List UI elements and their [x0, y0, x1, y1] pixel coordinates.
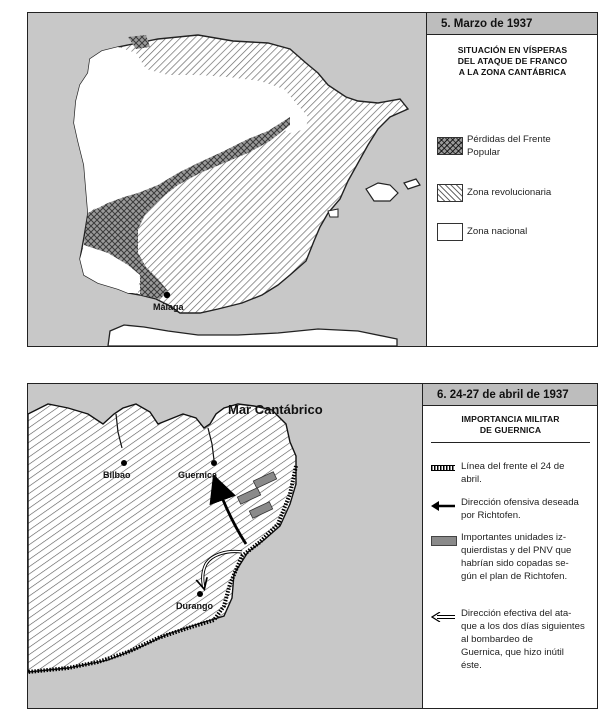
legend-perdidas-label: Pérdidas del Frente Popular — [467, 134, 551, 158]
guernica-label: Guernica — [178, 470, 218, 480]
ibiza-island — [328, 209, 338, 217]
map2-heading-line-1: IMPORTANCIA MILITAR — [461, 414, 560, 424]
map1-heading-line-1: SITUACIÓN EN VÍSPERAS — [457, 45, 568, 55]
malaga-marker — [164, 292, 170, 298]
legend-effective-arrow-symbol — [431, 612, 455, 622]
swatch-zona-nacional — [437, 223, 463, 241]
sea-label: Mar Cantábrico — [228, 402, 323, 417]
legend-desired-offensive-label: Dirección ofensiva deseada por Richtofen. — [461, 497, 579, 521]
map1-heading-line-2: DEL ATAQUE DE FRANCO — [457, 56, 568, 66]
durango-marker — [197, 591, 203, 597]
map2-heading — [431, 406, 590, 443]
map2-title: 6. 24-27 de abril de 1937 — [423, 384, 598, 406]
legend-desired-arrow-symbol — [431, 501, 455, 511]
swatch-perdidas — [437, 137, 463, 155]
menorca-island — [404, 179, 420, 189]
mallorca-island — [366, 183, 398, 201]
map1-heading — [427, 35, 598, 78]
map-guernica-april-1937 — [27, 383, 598, 709]
map1-title: 5. Marzo de 1937 — [427, 13, 598, 35]
legend-units-symbol — [431, 536, 457, 546]
durango-label: Durango — [176, 601, 213, 611]
legend-zona-revolucionaria-label: Zona revolucionaria — [467, 187, 552, 198]
bilbao-label: Bilbao — [103, 470, 131, 480]
legend-effective-attack-label: Dirección efectiva del ata- que a los dos días siguientes al bombardeo de Guernica, que hizo inútil éste. — [461, 608, 585, 671]
map1-legend-panel — [426, 13, 598, 346]
basque-land — [28, 404, 296, 672]
map1-heading-line-3: A LA ZONA CANTÁBRICA — [458, 67, 567, 77]
map-iberia-march-1937 — [27, 12, 598, 347]
legend-front-line-symbol — [431, 465, 455, 471]
guernica-marker — [211, 460, 217, 466]
legend-front-line-label: Línea del frente el 24 de abril. — [461, 461, 565, 485]
north-africa-coast — [108, 325, 397, 346]
map2-legend-panel — [422, 384, 598, 708]
malaga-label: Málaga — [153, 302, 184, 312]
map2-heading-line-2: DE GUERNICA — [479, 425, 542, 435]
legend-units-label: Importantes unidades iz- quierdistas y del PNV que habrían sido copadas se- gún el plan de Richtofen. — [461, 532, 572, 582]
bilbao-marker — [121, 460, 127, 466]
legend-zona-nacional-label: Zona nacional — [467, 226, 528, 237]
swatch-zona-revolucionaria — [437, 184, 463, 202]
